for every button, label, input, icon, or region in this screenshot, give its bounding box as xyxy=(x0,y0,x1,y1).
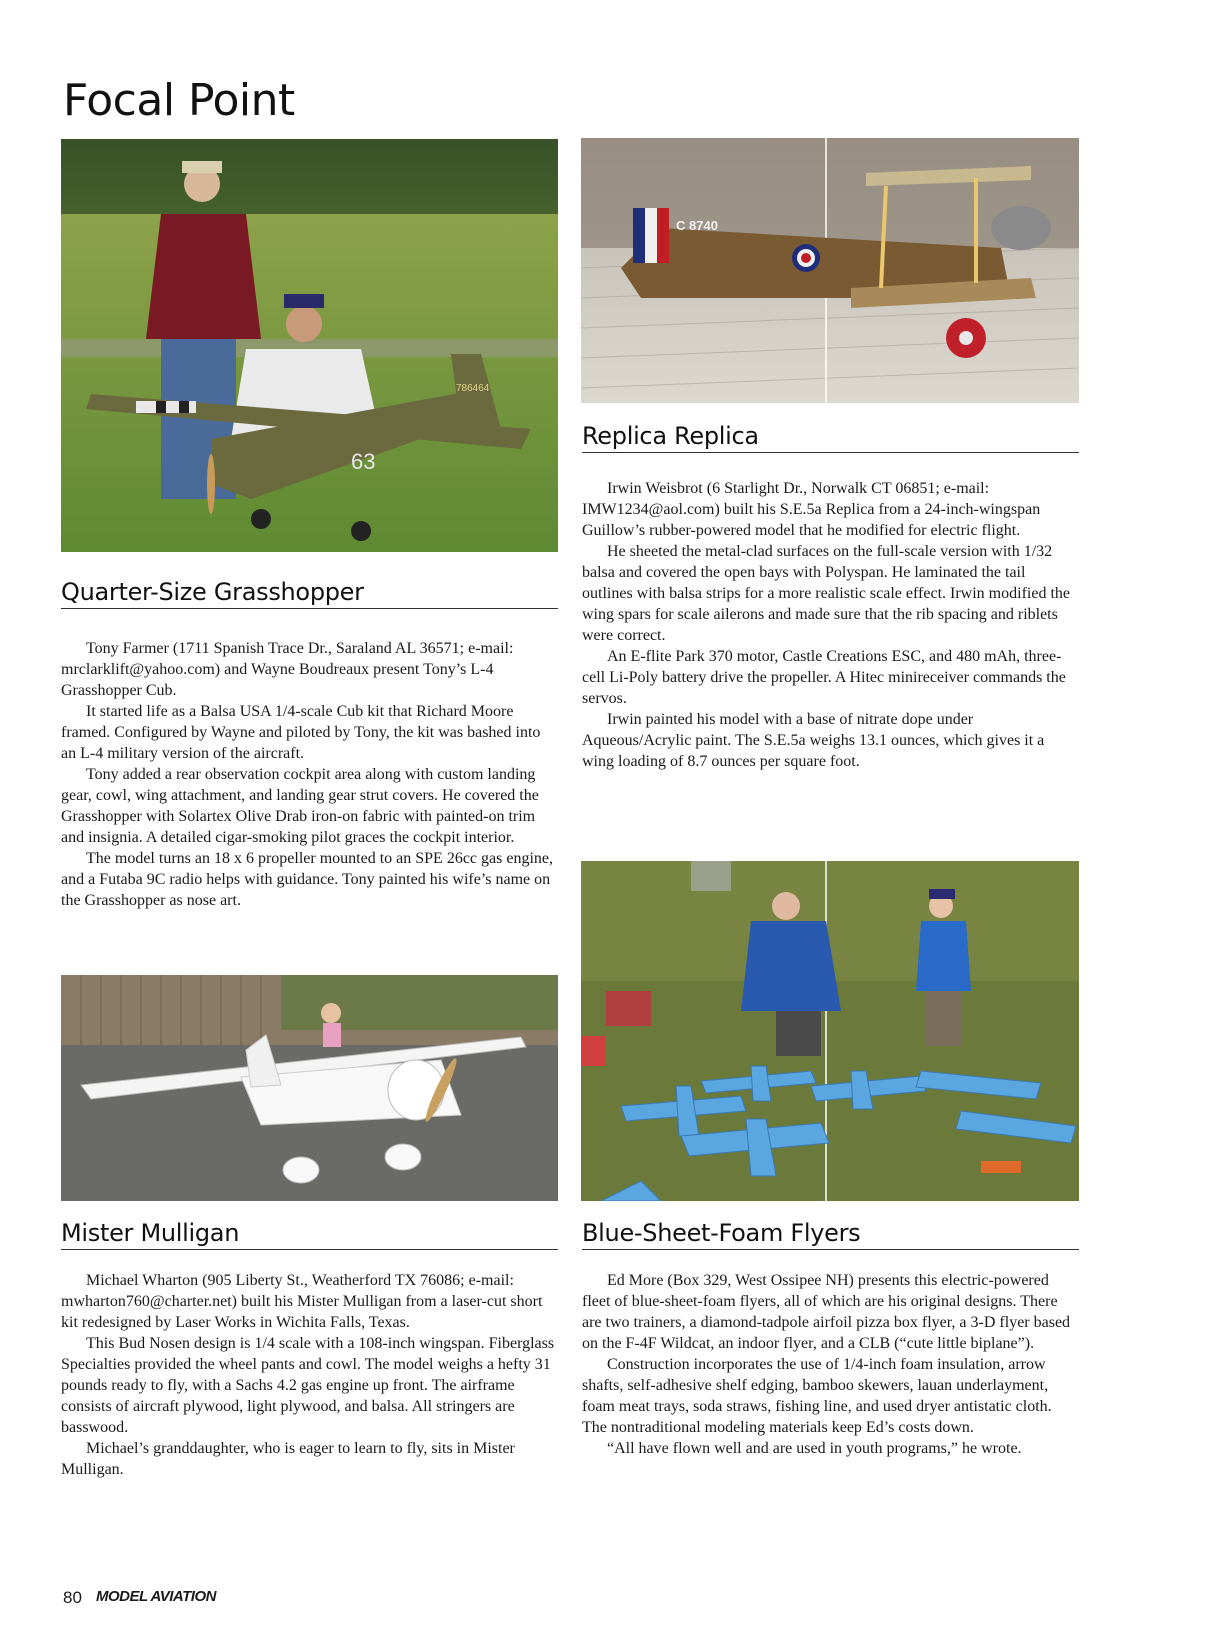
grasshopper-paragraph-3: Tony added a rear observation cockpit area along with custom landing gear, cowl, wing attachment, and landing gear strut covers. He covered the Grasshopper with Solartex Olive Drab iron-on fabric with painted-on trim and insignia. A detailed cigar-smoking pilot graces the cockpit interior. xyxy=(61,766,539,846)
heading-foam: Blue-Sheet-Foam Flyers xyxy=(582,1219,1079,1250)
article-grasshopper xyxy=(61,638,555,911)
heading-replica: Replica Replica xyxy=(582,422,1079,453)
heading-mulligan: Mister Mulligan xyxy=(61,1219,558,1250)
mulligan-paragraph-1: Michael Wharton (905 Liberty St., Weatherford TX 76086; e-mail: mwharton760@charter.net) built his Mister Mulligan from a laser-cut short kit redesigned by Laser Works in Wichita Falls, Texas. xyxy=(61,1272,543,1331)
foam-flyers-photo xyxy=(581,861,1079,1201)
replica-paragraph-1: Irwin Weisbrot (6 Starlight Dr., Norwalk CT 06851; e-mail: IMW1234@aol.com) built his S.E.5a Replica from a 24-inch-wingspan Guillow’s rubber-powered model that he modified for electric flight. xyxy=(582,480,1041,539)
article-mulligan xyxy=(61,1270,555,1480)
foam-paragraph-3: “All have flown well and are used in youth programs,” he wrote. xyxy=(607,1440,1022,1457)
foam-paragraph-2: Construction incorporates the use of 1/4-inch foam insulation, arrow shafts, self-adhesive shelf edging, bamboo skewers, lauan underlayment, foam meat trays, soda straws, fishing line, and used dryer antistatic cloth. The nontraditional modeling materials keep Ed’s costs down. xyxy=(582,1356,1052,1436)
mulligan-paragraph-2: This Bud Nosen design is 1/4 scale with a 108-inch wingspan. Fiberglass Specialties provided the wheel pants and cowl. The model weighs a hefty 31 pounds ready to fly, with a Sachs 4.2 gas engine up front. The airframe consists of aircraft plywood, light plywood, and balsa. All stringers are basswood. xyxy=(61,1335,555,1436)
page-title: Focal Point xyxy=(63,75,295,127)
grasshopper-side-number: 63 xyxy=(351,449,376,474)
heading-grasshopper: Quarter-Size Grasshopper xyxy=(61,578,558,609)
grasshopper-paragraph-2: It started life as a Balsa USA 1/4-scale Cub kit that Richard Moore framed. Configured by Wayne and piloted by Tony, the kit was bashed into an L-4 military version of the aircraft. xyxy=(61,703,541,762)
replica-photo xyxy=(581,138,1079,403)
article-foam xyxy=(582,1270,1078,1459)
replica-paragraph-4: Irwin painted his model with a base of nitrate dope under Aqueous/Acrylic paint. The S.E.5a weighs 13.1 ounces, which gives it a wing loading of 8.7 ounces per square foot. xyxy=(582,711,1045,770)
grasshopper-photo xyxy=(61,139,558,552)
mulligan-photo xyxy=(61,975,558,1201)
replica-paragraph-3: An E-flite Park 370 motor, Castle Creations ESC, and 480 mAh, three-cell Li-Poly battery drive the propeller. A Hitec minireceiver commands the servos. xyxy=(582,648,1066,707)
replica-tail-marking: C 8740 xyxy=(676,218,718,233)
magazine-name: MODEL AVIATION xyxy=(96,1588,216,1605)
page-number: 80 xyxy=(63,1588,82,1607)
replica-paragraph-2: He sheeted the metal-clad surfaces on the full-scale version with 1/32 balsa and covered the open bays with Polyspan. He laminated the tail outlines with balsa strips for a more realistic scale effect. Irwin modified the wing spars for scale ailerons and made sure that the rib spacing and riblets were correct. xyxy=(582,543,1070,644)
mulligan-paragraph-3: Michael’s granddaughter, who is eager to learn to fly, sits in Mister Mulligan. xyxy=(61,1440,515,1478)
grasshopper-paragraph-4: The model turns an 18 x 6 propeller mounted to an SPE 26cc gas engine, and a Futaba 9C radio helps with guidance. Tony painted his wife’s name on the Grasshopper as nose art. xyxy=(61,850,554,909)
article-replica xyxy=(582,478,1078,772)
foam-paragraph-1: Ed More (Box 329, West Ossipee NH) presents this electric-powered fleet of blue-sheet-foam flyers, all of which are his original designs. There are two trainers, a diamond-tadpole airfoil pizza box flyer, a 3-D flyer based on the F-4F Wildcat, an indoor flyer, and a CLB (“cute little biplane”). xyxy=(582,1272,1071,1352)
grasshopper-tail-number: 786464 xyxy=(456,383,490,394)
grasshopper-paragraph-1: Tony Farmer (1711 Spanish Trace Dr., Saraland AL 36571; e-mail: mrclarklift@yahoo.com) and Wayne Boudreaux present Tony’s L-4 Grasshopper Cub. xyxy=(61,640,514,699)
